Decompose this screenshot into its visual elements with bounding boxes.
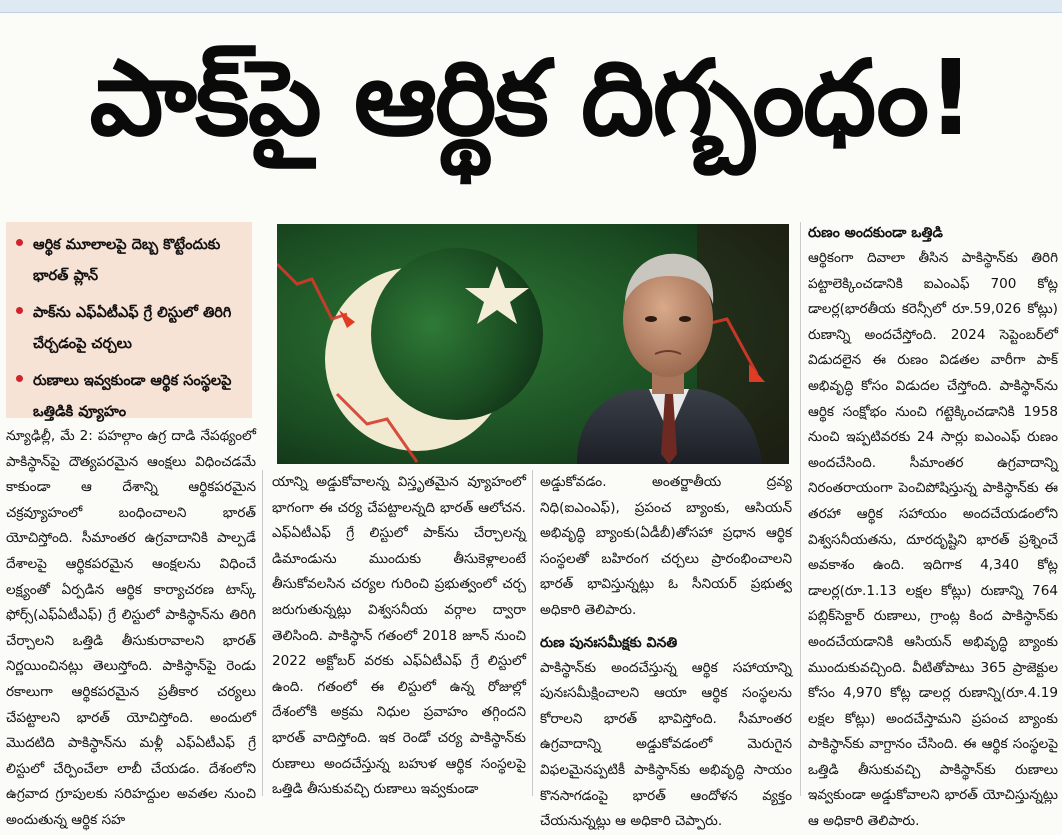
- article-column-3: [540, 470, 792, 835]
- article-text: ఆర్థికంగా దివాలా తీసిన పాకిస్థాన్‌కు తిరిగి పట్టాలెక్కించడానికి ఐఎంఎఫ్‌ 700 కోట్ల డాలర్ల(భారతీయ కరెన్సీలో రూ.59,026 కోట్లు) రుణాన్ని అందచేస్తోంది. 2024 సెప్టెంబర్‌లో విడుదలైన ఈ రుణం విడతల వారీగా పాక్‌ అభివృద్ధి కోసం విడుదల చేస్తోంది. పాకిస్థాన్‌ను ఆర్థిక సంక్షోభం నుంచి గట్టెక్కించడానికి 1958 నుంచి ఇప్పటివరకు 24 సార్లు ఐఎంఎఫ్‌ రుణం అందచేసింది. సీమాంతర ఉగ్రవాదాన్ని నిరంతరాయంగా పెంచిపోషిస్తున్న పాకిస్థాన్‌కు ఈ తరహా ఆర్థిక సహాయం అందచేయడంలోని విశ్వసనీయతను, దూరదృష్టిని భారత్‌ ప్రశ్నించే అవకాశం ఉంది. ఇదిగాక 4,340 కోట్ల డాలర్ల(రూ.1.13 లక్షల కోట్లు) రుణాన్ని 764 పబ్లిక్‌సెక్టార్‌ రుణాలు, గ్రాంట్ల కింద పాకిస్థాన్‌కు అందచేయడానికి ఆసియన్‌ అభివృద్ధి బ్యాంకు ముందుకువచ్చింది. వీటితోపాటు 365 ప్రాజెక్టుల కోసం 4,970 కోట్ల డాలర్ల రుణాన్ని(రూ.4.19 లక్షల కోట్లు) అందచేస్తామని ప్రపంచ బ్యాంకు పాకిస్థాన్‌కు వాగ్దానం చేసింది. ఈ ఆర్థిక సంస్థలపై ఒత్తిడి తీసుకువచ్చి పాకిస్థాన్‌కు రుణాలు ఇవ్వకుండా అడ్డుకోవాలని భారత్‌ యోచిస్తున్నట్లు ఆ అధికారి తెలిపారు.: [808, 250, 1058, 830]
- photo-illustration: [277, 224, 789, 464]
- article-text: పాకిస్థాన్‌కు అందచేస్తున్న ఆర్థిక సహాయాన్ని పునఃసమీక్షించాలని ఆయా ఆర్థిక సంస్థలను కోరాలని భారత్‌ భావిస్తోంది. సీమాంతర ఉగ్రవాదాన్ని అడ్డుకోవడంలో మెరుగైన విఫలమైనప్పటికీ పాకిస్థాన్‌కు అభివృద్ధి సాయం కొనసాగడంపై భారత్‌ ఆందోళన వ్యక్తం చేయనున్నట్లు ఆ అధికారి చెప్పారు.: [540, 659, 792, 830]
- article-column-1: [6, 424, 256, 834]
- top-border-strip: [0, 0, 1062, 13]
- highlight-text: ఆర్థిక మూలాలపై దెబ్బ కొట్టేందుకు భారత్‌ ప్లాన్‌: [33, 237, 221, 284]
- highlight-item: [14, 366, 246, 428]
- article-text: అడ్డుకోవడం. అంతర్జాతీయ ద్రవ్య నిధి(ఐఎంఎఫ్‌), ప్రపంచ బ్యాంకు, ఆసియన్‌ అభివృద్ధి బ్యాంకు(ఏడీబీ)తోసహా ప్రధాన ఆర్థిక సంస్థలతో బహిరంగ చర్చలు ప్రారంభించాలని భారత్‌ భావిస్తున్నట్లు ఓ సీనియర్‌ ప్రభుత్వ అధికారి తెలిపారు.: [540, 474, 792, 618]
- article-text: న్యూఢిల్లీ, మే 2: పహల్గాం ఉగ్ర దాడి నేపథ్యంలో పాకిస్థాన్‌పై దౌత్యపరమైన ఆంక్షలు విధించడమే కాకుండా ఆ దేశాన్ని ఆర్థికపరమైన చక్రవ్యూహంలో బంధించాలని భారత్‌ యోచిస్తోంది. సీమాంతర ఉగ్రవాదానికి పాల్పడే దేశాలపై ఆర్థికపరమైన ఆంక్షలను విధించే లక్ష్యంతో ఏర్పడిన ఆర్థిక కార్యాచరణ టాస్క్‌ ఫోర్స్‌(ఎఫ్‌ఏటీఎఫ్‌) గ్రే లిస్టులో పాకిస్థాన్‌ను తిరిగి చేర్చాలని ఒత్తిడి తీసుకురావాలని భారత్‌ నిర్ణయించినట్లు తెలుస్తోంది. పాకిస్థాన్‌పై రెండు రకాలుగా ఆర్థికపరమైన ప్రతీకార చర్యలు చేపట్టాలని భారత్‌ యోచిస్తోంది. అందులో మొదటిది పాకిస్థాన్‌ను మళ్లీ ఎఫ్‌ఏటీఎఫ్‌ గ్రే లిస్టులో చేర్పించేలా లాబీ చేయడం. దేశంలోని ఉగ్రవాద గ్రూపులకు సరిహద్దుల అవతల నుంచి అందుతున్న ఆర్థిక సహ: [6, 428, 256, 828]
- bullet-dot-icon: [16, 307, 23, 314]
- column-divider: [262, 470, 263, 796]
- subheading: రుణం అందకుండా ఒత్తిడి: [808, 225, 943, 241]
- highlight-text: పాక్‌ను ఎఫ్‌ఏటీఎఫ్‌ గ్రే లిస్టులో తిరిగి చేర్చడంపై చర్చలు: [33, 305, 232, 352]
- article-column-2: [272, 470, 526, 803]
- bullet-dot-icon: [16, 375, 23, 382]
- highlight-text: రుణాలు ఇవ్వకుండా ఆర్థిక సంస్థలపై ఒత్తిడికి వ్యూహం: [33, 373, 232, 420]
- highlight-item: [14, 298, 246, 360]
- headline: పాక్‌పై ఆర్థిక దిగ్బంధం!: [89, 37, 973, 159]
- column-divider: [532, 470, 533, 796]
- highlight-item: [14, 230, 246, 292]
- bullet-dot-icon: [16, 239, 23, 246]
- highlights-box: [6, 222, 252, 418]
- column-divider: [800, 222, 801, 796]
- article-column-4: [808, 220, 1058, 835]
- subheading: రుణ పునఃసమీక్షకు వినతి: [540, 634, 678, 651]
- article-text: యాన్ని అడ్డుకోవాలన్న విస్తృతమైన వ్యూహంలో భాగంగా ఈ చర్య చేపట్టాలన్నది భారత్‌ ఆలోచన. ఎఫ్‌ఏటీఎఫ్‌ గ్రే లిస్టులో పాక్‌ను చేర్చాలన్న డిమాండును ముందుకు తీసుకెళ్లాలంటే తీసుకోవలసిన చర్యల గురించి ప్రభుత్వంలో చర్చ జరుగుతున్నట్లు విశ్వసనీయ వర్గాల ద్వారా తెలిసింది. పాకిస్థాన్‌ గతంలో 2018 జూన్‌ నుంచి 2022 అక్టోబర్‌ వరకు ఎఫ్‌ఏటీఎఫ్‌ గ్రే లిస్టులో ఉంది. గతంలో ఈ లిస్టులో ఉన్న రోజుల్లో దేశంలోకి అక్రమ నిధుల ప్రవాహం తగ్గిందని భారత్‌ వాదిస్తోంది. ఇక రెండో చర్య పాకిస్థాన్‌కు రుణాలు అందచేస్తున్న బహుళ ఆర్థిక సంస్థలపై ఒత్తిడి తీసుకువచ్చి రుణాలు ఇవ్వకుండా: [272, 474, 526, 798]
- news-photo: [277, 224, 789, 464]
